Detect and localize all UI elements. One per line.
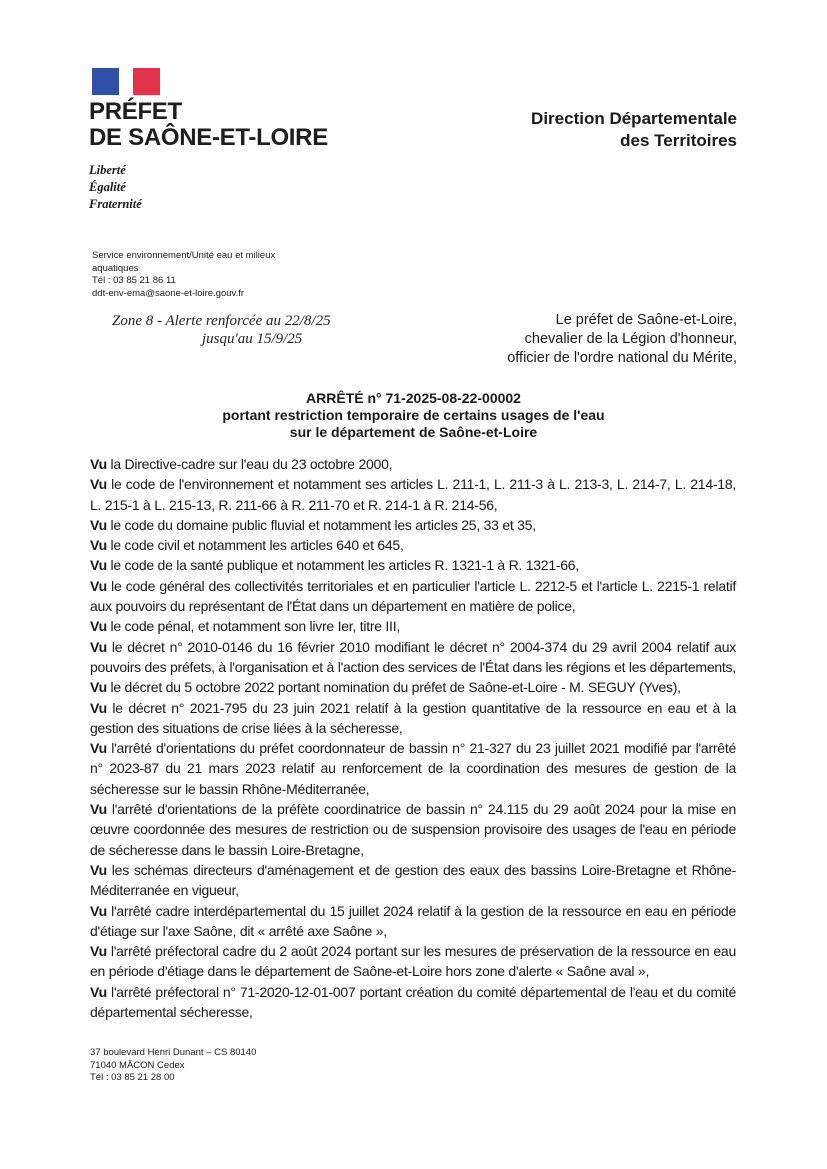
footer-address bbox=[90, 1047, 256, 1085]
visa-paragraph bbox=[90, 535, 736, 555]
visa-paragraph bbox=[90, 454, 736, 474]
decree-number: ARRÊTÉ n° 71-2025-08-22-00002 bbox=[306, 390, 521, 406]
footer-street: 37 boulevard Henri Dunant – CS 80140 bbox=[90, 1047, 257, 1058]
visa-text: l'arrêté préfectoral cadre du 2 août 2024 portant sur les mesures de préservation de la ressource en eau en période d'étiage dans le département de Saône-et-Loire hors zone d'alerte « Saône aval », bbox=[90, 943, 736, 980]
visa-lead: Vu bbox=[90, 861, 107, 878]
visa-paragraph bbox=[90, 616, 736, 636]
visa-paragraph bbox=[90, 515, 736, 535]
handwritten-annotation bbox=[112, 312, 412, 348]
direction-line-1: Direction Départementale bbox=[531, 109, 737, 128]
visa-text: la Directive-cadre sur l'eau du 23 octobre 2000, bbox=[106, 456, 393, 472]
visa-paragraph bbox=[90, 474, 736, 515]
handwritten-line-1: Zone 8 - Alerte renforcée au 22/8/25 bbox=[112, 313, 331, 329]
motto bbox=[89, 162, 142, 213]
visa-lead: Vu bbox=[90, 699, 107, 716]
visa-lead: Vu bbox=[90, 557, 107, 574]
motto-liberte: Liberté bbox=[89, 163, 126, 177]
visa-text: l'arrêté d'orientations de la préfète coordinatrice de bassin n° 24.115 du 29 août 2024 pour la mise en œuvre coordonnée des mesures de restriction ou de suspension provisoire des usages de l'eau en période de sécheresse dans le bassin Loire-Bretagne, bbox=[90, 801, 736, 858]
visa-text: le décret n° 2010-0146 du 16 février 2010 modifiant le décret n° 2004-374 du 29 avril 2004 relatif aux pouvoirs des préfets, à l'organisation et à l'action des services de l'État dans les régions et les départements, bbox=[90, 638, 736, 675]
visa-lead: Vu bbox=[90, 902, 107, 919]
footer-city: 71040 MÂCON Cedex bbox=[90, 1059, 185, 1071]
visa-paragraph bbox=[90, 677, 736, 697]
signatory-block bbox=[507, 311, 737, 368]
visa-paragraph bbox=[90, 698, 736, 739]
visa-paragraph bbox=[90, 576, 736, 617]
service-phone: Tél : 03 85 21 86 11 bbox=[92, 275, 176, 286]
visa-paragraph bbox=[90, 901, 736, 942]
decree-title bbox=[90, 390, 737, 441]
visa-lead: Vu bbox=[90, 740, 107, 757]
visa-paragraph bbox=[90, 738, 736, 799]
visa-lead: Vu bbox=[90, 577, 107, 594]
direction-line-2: des Territoires bbox=[620, 131, 737, 150]
visa-lead: Vu bbox=[90, 476, 107, 493]
visa-lead: Vu bbox=[90, 456, 107, 472]
visa-text: le code de la santé publique et notamment les articles R. 1321-1 à R. 1321-66, bbox=[106, 557, 579, 574]
visa-text: le décret du 5 octobre 2022 portant nomination du préfet de Saône-et-Loire - M. SEGUY (Yves), bbox=[106, 679, 681, 696]
direction-heading bbox=[531, 108, 737, 152]
visa-text: l'arrêté d'orientations du préfet coordonnateur de bassin n° 21-327 du 23 juillet 2021 modifié par l'arrêté n° 2023-87 du 21 mars 2023 relatif au renforcement de la coordination des mesures de gestion de la sécheresse sur le bassin Rhône-Méditerranée, bbox=[90, 740, 736, 797]
visa-text: le code civil et notamment les articles 640 et 645, bbox=[106, 537, 404, 554]
decree-subject-1: portant restriction temporaire de certains usages de l'eau bbox=[222, 407, 605, 423]
visa-text: le code pénal, et notamment son livre Ier, titre III, bbox=[106, 618, 400, 635]
visa-text: le code général des collectivités territoriales et en particulier l'article L. 2212-5 et l'article L. 2215-1 relatif aux pouvoirs du représentant de l'État dans un département en matière de police, bbox=[90, 577, 736, 615]
visa-lead: Vu bbox=[90, 801, 107, 818]
motto-fraternite: Fraternité bbox=[89, 197, 142, 211]
decree-subject-2: sur le département de Saône-et-Loire bbox=[289, 424, 538, 440]
footer-phone: Tél : 03 85 21 28 00 bbox=[90, 1072, 175, 1083]
visa-text: le code de l'environnement et notamment ses articles L. 211-1, L. 211-3 à L. 213-3, L. 214-7, L. 214-18, L. 215-1 à L. 215-13, R. 211-66 à R. 211-70 et R. 214-1 à R. 214-56, bbox=[90, 476, 736, 513]
visa-paragraph bbox=[90, 941, 736, 982]
service-name: Service environnement/Unité eau et milieux bbox=[92, 250, 276, 261]
visa-lead: Vu bbox=[90, 618, 107, 635]
signatory-line-1: Le préfet de Saône-et-Loire, bbox=[555, 312, 737, 328]
visa-paragraph bbox=[90, 555, 736, 575]
prefecture-logo-text bbox=[89, 99, 328, 151]
visa-text: les schémas directeurs d'aménagement et de gestion des eaux des bassins Loire-Bretagne et Rhône-Méditerranée en vigueur, bbox=[90, 861, 736, 899]
visa-lead: Vu bbox=[90, 638, 107, 655]
visa-lead: Vu bbox=[90, 516, 107, 533]
visa-paragraph bbox=[90, 860, 736, 901]
logo-line-2: DE SAÔNE-ET-LOIRE bbox=[89, 124, 328, 151]
visa-text: le décret n° 2021-795 du 23 juin 2021 relatif à la gestion quantitative de la ressource en eau et à la gestion des situations de crise liées à la sécheresse, bbox=[90, 699, 736, 736]
visa-lead: Vu bbox=[90, 537, 107, 554]
handwritten-line-2: jusqu'au 15/9/25 bbox=[202, 331, 303, 347]
service-name-cont: aquatiques bbox=[92, 262, 139, 274]
marianne-flag-logo bbox=[92, 68, 160, 95]
visa-lead: Vu bbox=[90, 983, 107, 1000]
visa-paragraph bbox=[90, 637, 736, 678]
signatory-line-3: officier de l'ordre national du Mérite, bbox=[507, 350, 737, 366]
visa-text: l'arrêté préfectoral n° 71-2020-12-01-007 portant création du comité départemental de l'eau et du comité départemental sécheresse, bbox=[90, 983, 736, 1021]
service-email: ddt-env-ema@saone-et-loire.gouv.fr bbox=[92, 287, 245, 299]
service-contact-block bbox=[92, 250, 342, 300]
visa-lead: Vu bbox=[90, 943, 107, 960]
visa-paragraph bbox=[90, 799, 736, 860]
visa-paragraph bbox=[90, 982, 736, 1023]
logo-line-1: PRÉFET bbox=[89, 98, 182, 125]
visa-text: le code du domaine public fluvial et notamment les articles 25, 33 et 35, bbox=[106, 516, 536, 533]
visa-lead: Vu bbox=[90, 679, 107, 696]
visas-list bbox=[90, 454, 736, 1022]
visa-text: l'arrêté cadre interdépartemental du 15 juillet 2024 relatif à la gestion de la ressource en eau en période d'étiage sur l'axe Saône, dit « arrêté axe Saône », bbox=[90, 902, 736, 939]
motto-egalite: Égalité bbox=[89, 180, 126, 194]
signatory-line-2: chevalier de la Légion d'honneur, bbox=[524, 331, 737, 347]
